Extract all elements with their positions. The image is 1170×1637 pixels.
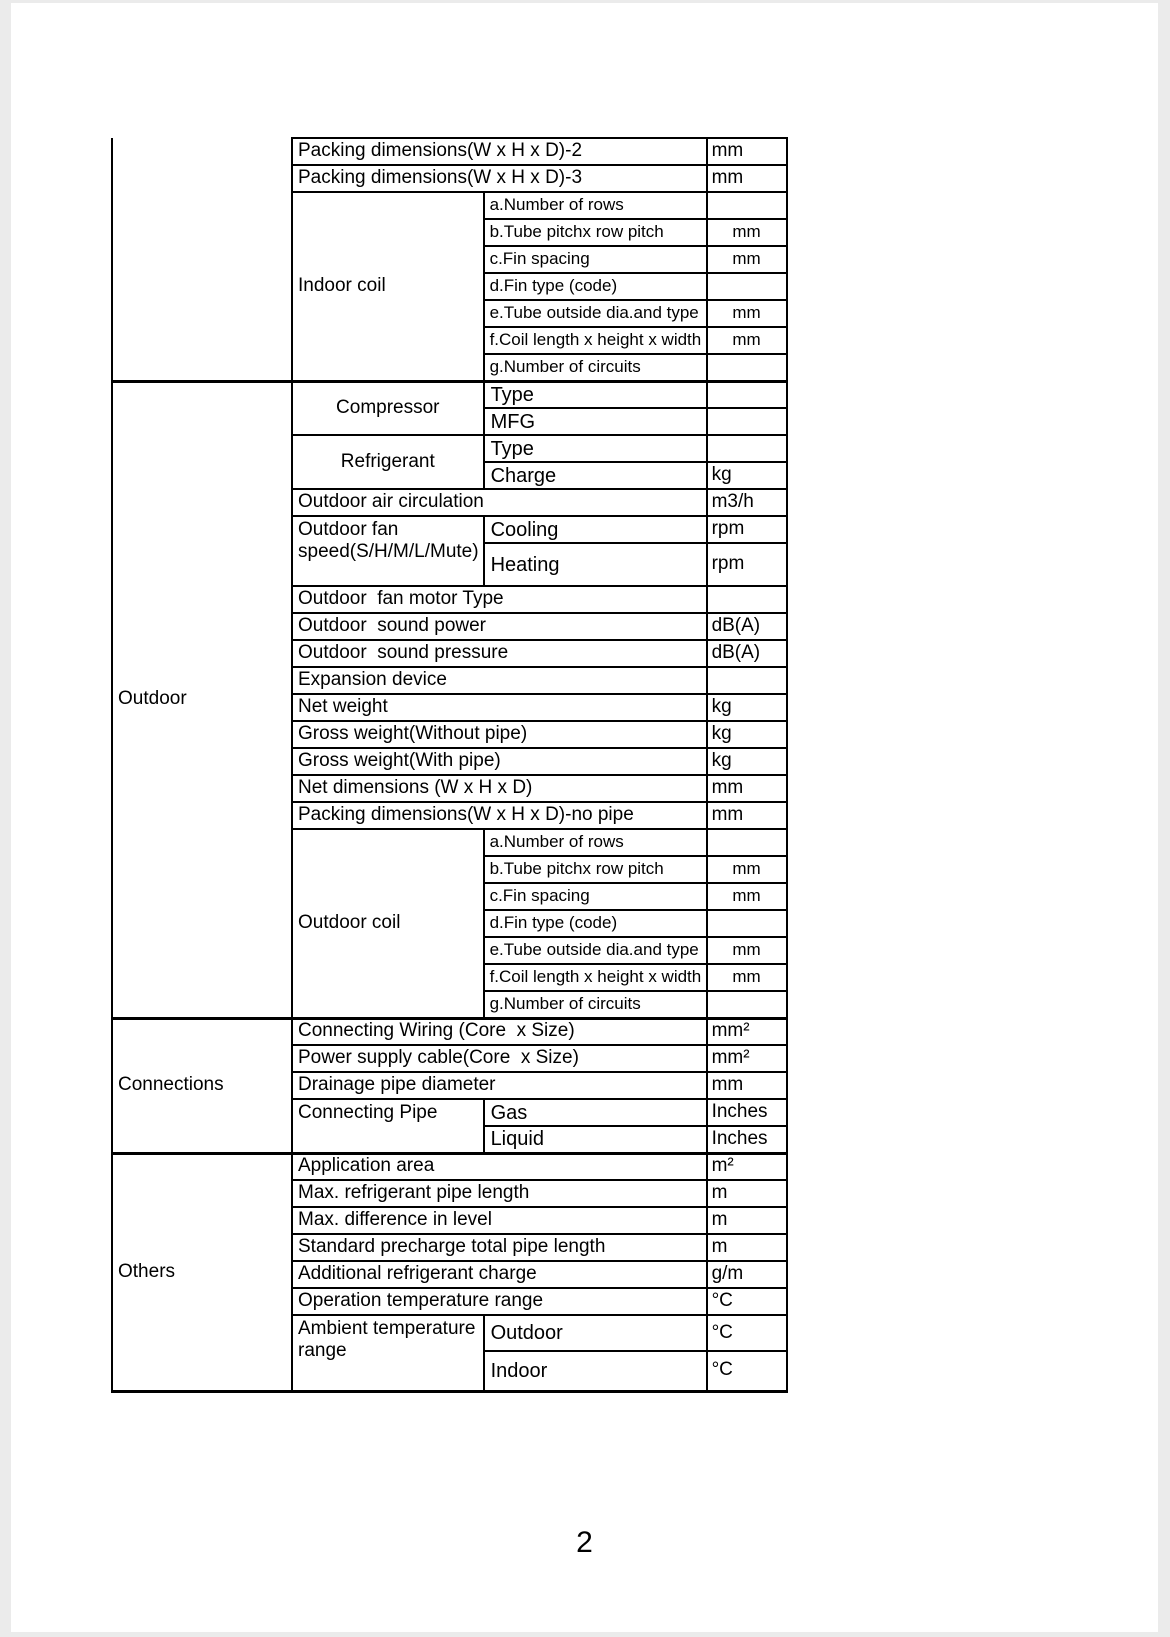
unit-cell [707, 910, 787, 937]
table-row [112, 381, 787, 408]
unit-cell [707, 408, 787, 435]
spec-label-cell: b.Tube pitchx row pitch [484, 856, 707, 883]
unit-cell [707, 354, 787, 381]
unit-cell: mm [707, 1072, 787, 1099]
unit-cell: mm [707, 138, 787, 165]
spec-label-cell: e.Tube outside dia.and type [484, 937, 707, 964]
group-cell-refrigerant: Refrigerant [292, 435, 484, 489]
spec-label-cell: Gas [484, 1099, 707, 1126]
table-row [112, 1153, 787, 1180]
spec-label-cell: Net weight [292, 694, 707, 721]
spec-label-cell: Cooling [484, 516, 707, 543]
spec-label-cell: a.Number of rows [484, 829, 707, 856]
spec-label-cell: e.Tube outside dia.and type [484, 300, 707, 327]
unit-cell: mm [707, 802, 787, 829]
spec-label-cell: MFG [484, 408, 707, 435]
unit-cell: °C [707, 1288, 787, 1315]
spec-label-cell: Gross weight(Without pipe) [292, 721, 707, 748]
spec-label-cell: Expansion device [292, 667, 707, 694]
unit-cell: mm [707, 937, 787, 964]
unit-cell: mm² [707, 1045, 787, 1072]
spec-label-cell: Type [484, 435, 707, 462]
unit-cell: mm [707, 964, 787, 991]
unit-cell: m [707, 1234, 787, 1261]
spec-label-cell: d.Fin type (code) [484, 273, 707, 300]
unit-cell: m [707, 1207, 787, 1234]
spec-label-cell: b.Tube pitchx row pitch [484, 219, 707, 246]
spec-label-cell: Type [484, 381, 707, 408]
group-cell-indoor-coil: Indoor coil [292, 192, 484, 381]
spec-label-cell: Packing dimensions(W x H x D)-2 [292, 138, 707, 165]
unit-cell: mm [707, 300, 787, 327]
spec-label-cell: Max. refrigerant pipe length [292, 1180, 707, 1207]
unit-cell: mm [707, 165, 787, 192]
unit-cell: Inches [707, 1099, 787, 1126]
spec-label-cell: Packing dimensions(W x H x D)-3 [292, 165, 707, 192]
unit-cell [707, 273, 787, 300]
unit-cell: kg [707, 694, 787, 721]
unit-cell: °C [707, 1351, 787, 1391]
section-cell-connections: Connections [112, 1018, 292, 1153]
unit-cell: kg [707, 721, 787, 748]
spec-label-cell: Max. difference in level [292, 1207, 707, 1234]
spec-label-cell: Connecting Wiring (Core x Size) [292, 1018, 707, 1045]
spec-label-cell: Outdoor sound pressure [292, 640, 707, 667]
unit-cell: dB(A) [707, 613, 787, 640]
spec-table [111, 137, 788, 1393]
spec-label-cell: Outdoor air circulation [292, 489, 707, 516]
page-number: 2 [576, 1526, 593, 1559]
group-cell-compressor: Compressor [292, 381, 484, 435]
unit-cell: dB(A) [707, 640, 787, 667]
spec-label-cell: c.Fin spacing [484, 246, 707, 273]
unit-cell [707, 381, 787, 408]
spec-label-cell: Indoor [484, 1351, 707, 1391]
unit-cell: kg [707, 462, 787, 489]
spec-label-cell: d.Fin type (code) [484, 910, 707, 937]
spec-label-cell: g.Number of circuits [484, 991, 707, 1018]
unit-cell: Inches [707, 1126, 787, 1153]
spec-label-cell: Standard precharge total pipe length [292, 1234, 707, 1261]
spec-label-cell: Charge [484, 462, 707, 489]
unit-cell: °C [707, 1315, 787, 1351]
unit-cell: mm [707, 775, 787, 802]
spec-label-cell: Heating [484, 543, 707, 586]
group-cell-connecting-pipe: Connecting Pipe [292, 1099, 484, 1153]
spec-label-cell: g.Number of circuits [484, 354, 707, 381]
unit-cell: rpm [707, 543, 787, 586]
section-cell-outdoor: Outdoor [112, 381, 292, 1018]
spec-label-cell: Packing dimensions(W x H x D)-no pipe [292, 802, 707, 829]
section-cell-continued [112, 138, 292, 381]
table-row [112, 138, 787, 165]
unit-cell [707, 829, 787, 856]
unit-cell: kg [707, 748, 787, 775]
spec-label-cell: Application area [292, 1153, 707, 1180]
spec-label-cell: Gross weight(With pipe) [292, 748, 707, 775]
unit-cell: mm [707, 856, 787, 883]
unit-cell [707, 667, 787, 694]
unit-cell: mm² [707, 1018, 787, 1045]
unit-cell: mm [707, 327, 787, 354]
spec-label-cell: f.Coil length x height x width [484, 964, 707, 991]
spec-label-cell: Liquid [484, 1126, 707, 1153]
unit-cell: g/m [707, 1261, 787, 1288]
unit-cell [707, 586, 787, 613]
unit-cell [707, 435, 787, 462]
spec-label-cell: Additional refrigerant charge [292, 1261, 707, 1288]
unit-cell: mm [707, 246, 787, 273]
unit-cell: mm [707, 219, 787, 246]
section-cell-others: Others [112, 1153, 292, 1391]
spec-label-cell: Drainage pipe diameter [292, 1072, 707, 1099]
group-cell-fan-speed: Outdoor fan speed(S/H/M/L/Mute) [292, 516, 484, 586]
spec-label-cell: a.Number of rows [484, 192, 707, 219]
spec-label-cell: Outdoor [484, 1315, 707, 1351]
spec-label-cell: f.Coil length x height x width [484, 327, 707, 354]
unit-cell: mm [707, 883, 787, 910]
spec-label-cell: Power supply cable(Core x Size) [292, 1045, 707, 1072]
spec-label-cell: Operation temperature range [292, 1288, 707, 1315]
table-row [112, 1018, 787, 1045]
unit-cell: m² [707, 1153, 787, 1180]
spec-label-cell: Net dimensions (W x H x D) [292, 775, 707, 802]
unit-cell: rpm [707, 516, 787, 543]
group-cell-ambient-temperature: Ambient temperature range [292, 1315, 484, 1391]
group-cell-outdoor-coil: Outdoor coil [292, 829, 484, 1018]
spec-label-cell: Outdoor sound power [292, 613, 707, 640]
unit-cell: m [707, 1180, 787, 1207]
spec-label-cell: Outdoor fan motor Type [292, 586, 707, 613]
spec-label-cell: c.Fin spacing [484, 883, 707, 910]
unit-cell [707, 991, 787, 1018]
unit-cell: m3/h [707, 489, 787, 516]
unit-cell [707, 192, 787, 219]
